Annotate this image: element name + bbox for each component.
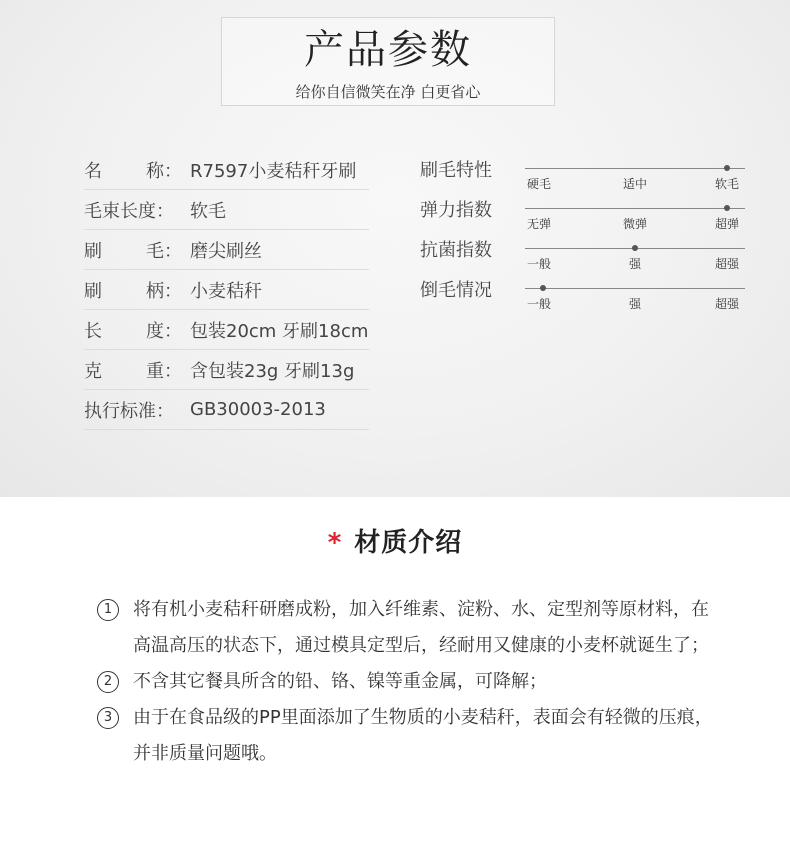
- scale-tick-label: 超强: [714, 297, 739, 311]
- param-row-bristle: [84, 230, 369, 270]
- list-item-text: 不含其它餐具所含的铅、铬、镍等重金属，可降解；: [133, 671, 547, 692]
- param-label: 刷: [84, 240, 102, 262]
- scale-tick-label: 一般: [527, 297, 552, 311]
- param-label: 执行标准：: [84, 400, 174, 422]
- page-title: 产品参数: [304, 27, 472, 73]
- param-row-length: [84, 310, 369, 350]
- property-label: 刷毛特性: [420, 160, 492, 181]
- property-bristle-fallout: [420, 270, 750, 310]
- property-label: 倒毛情况: [420, 280, 492, 301]
- param-label: 刷: [84, 280, 102, 302]
- param-value: 小麦秸秆: [190, 280, 262, 302]
- scale-marker: [724, 165, 730, 171]
- scale-tick-label: 软毛: [714, 177, 739, 191]
- scale-marker: [724, 205, 730, 211]
- param-label: 名: [84, 160, 102, 182]
- property-antibacterial: [420, 230, 750, 270]
- param-label: 柄：: [146, 280, 182, 302]
- param-value: 磨尖刷丝: [190, 240, 262, 262]
- scale-marker: [540, 285, 546, 291]
- param-row-name: [84, 150, 369, 190]
- property-scales: [420, 150, 750, 310]
- list-item-text: 将有机小麦秸秆研磨成粉，加入纤维素、淀粉、水、定型剂等原材料，在高温高压的状态下，通过模具定型后，经耐用又健康的小麦杯就诞生了；: [133, 599, 709, 656]
- param-label: 重：: [146, 360, 182, 382]
- scale-tick-label: 超强: [714, 257, 739, 271]
- param-row-weight: [84, 350, 369, 390]
- param-value: R7597小麦秸秆牙刷: [190, 160, 357, 182]
- param-row-handle: [84, 270, 369, 310]
- property-scale: [525, 288, 745, 310]
- property-scale: [525, 208, 745, 230]
- page-subtitle: 给你自信微笑在净 白更省心: [295, 83, 481, 101]
- param-value: GB30003-2013: [190, 399, 326, 420]
- title-box: [221, 17, 555, 106]
- param-row-bristle-length: [84, 190, 369, 230]
- scale-line: [525, 288, 745, 289]
- scale-tick-label: 超弹: [714, 217, 739, 231]
- list-item: [97, 664, 717, 700]
- param-label: 克: [84, 360, 102, 382]
- param-value: 包装20cm 牙刷18cm: [190, 320, 369, 342]
- scale-marker: [632, 245, 638, 251]
- param-label: 度：: [146, 320, 182, 342]
- list-item-text: 由于在食品级的PP里面添加了生物质的小麦秸秆，表面会有轻微的压痕，并非质量问题哦。: [133, 707, 713, 764]
- parameter-list: [84, 150, 369, 430]
- param-label: 长: [84, 320, 102, 342]
- scale-tick-label: 一般: [527, 257, 552, 271]
- param-value: 含包装23g 牙刷13g: [190, 360, 355, 382]
- scale-line: [525, 168, 745, 169]
- scale-tick-label: 硬毛: [527, 177, 552, 191]
- circled-number-icon: 1: [97, 599, 119, 621]
- param-row-standard: [84, 390, 369, 430]
- property-elasticity: [420, 190, 750, 230]
- scale-tick-label: 适中: [622, 177, 648, 191]
- material-section-title: [0, 522, 790, 559]
- material-list: [97, 592, 717, 772]
- scale-tick-label: 强: [628, 257, 642, 271]
- property-label: 弹力指数: [420, 200, 492, 221]
- circled-number-icon: 3: [97, 707, 119, 729]
- param-label: 毛：: [146, 240, 182, 262]
- scale-line: [525, 208, 745, 209]
- param-value: 软毛: [190, 200, 226, 222]
- scale-tick-label: 微弹: [622, 217, 648, 231]
- property-label: 抗菌指数: [420, 240, 492, 261]
- list-item: [97, 700, 717, 772]
- star-icon: *: [327, 528, 343, 558]
- circled-number-icon: 2: [97, 671, 119, 693]
- material-title: 材质介绍: [354, 528, 463, 558]
- param-label: 称：: [146, 160, 182, 182]
- property-bristle-feel: [420, 150, 750, 190]
- scale-tick-label: 无弹: [527, 217, 552, 231]
- property-scale: [525, 168, 745, 190]
- list-item: [97, 592, 717, 664]
- property-scale: [525, 248, 745, 270]
- scale-tick-label: 强: [628, 297, 642, 311]
- param-label: 毛束长度：: [84, 200, 174, 222]
